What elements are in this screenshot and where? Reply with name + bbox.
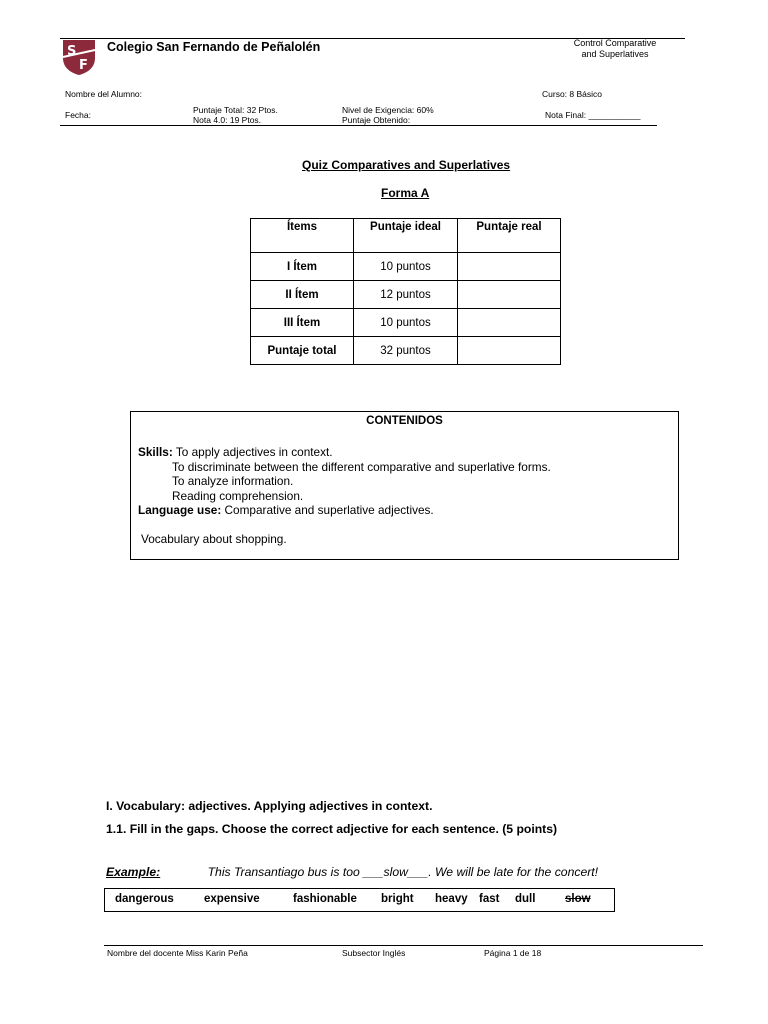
real-score-cell[interactable] <box>458 337 561 365</box>
date-label: Fecha: <box>65 110 91 120</box>
word-bank-item: bright <box>381 893 414 905</box>
word-bank-item-used: slow <box>565 893 591 905</box>
final-grade: Nota Final: ___________ <box>545 110 641 120</box>
ideal-score-cell: 32 puntos <box>354 337 458 365</box>
table-header-row <box>251 219 561 253</box>
table-header-cell: Puntaje ideal <box>354 219 458 253</box>
language-use-label: Language use: <box>138 503 222 517</box>
skills-item: To apply adjectives in context. <box>172 445 333 459</box>
score-obtained: Puntaje Obtenido: <box>342 115 411 125</box>
table-header-cell: Puntaje real <box>458 219 561 253</box>
svg-text:F: F <box>79 58 88 73</box>
total-score: Puntaje Total: 32 Ptos. <box>193 105 278 115</box>
footer-rule <box>104 945 703 946</box>
vocabulary-line: Vocabulary about shopping. <box>141 532 287 546</box>
table-header-cell: Ítems <box>251 219 354 253</box>
example-after: . We will be late for the concert! <box>428 865 599 879</box>
real-score-cell[interactable] <box>458 309 561 337</box>
course-label: Curso: 8 Básico <box>542 89 602 99</box>
skills-line <box>138 445 333 459</box>
item-cell: I Ítem <box>251 253 354 281</box>
language-use-text: Comparative and superlative adjectives. <box>221 503 434 517</box>
footer-subject: Subsector Inglés <box>342 948 406 958</box>
word-bank <box>104 888 615 912</box>
example-sentence <box>106 865 598 879</box>
quiz-title: Quiz Comparatives and Superlatives <box>302 158 511 172</box>
student-name-label: Nombre del Alumno: <box>65 89 143 99</box>
ideal-score-cell: 10 puntos <box>354 253 458 281</box>
school-name: Colegio San Fernando de Peñalolén <box>107 40 321 54</box>
contents-title: CONTENIDOS <box>366 415 443 427</box>
example-label: Example: <box>106 865 161 879</box>
grade-4-score: Nota 4.0: 19 Ptos. <box>193 115 262 125</box>
word-bank-item: dull <box>515 893 536 905</box>
footer-page-number: Página 1 de 18 <box>484 948 542 958</box>
example-before: This Transantiago bus is too <box>207 865 364 879</box>
control-title-line2: and Superlatives <box>581 49 649 59</box>
word-bank-item: dangerous <box>115 893 174 905</box>
skills-item: To analyze information. <box>172 474 294 488</box>
word-bank-item: heavy <box>435 893 468 905</box>
control-title-line1: Control Comparative <box>573 38 657 48</box>
footer-teacher: Nombre del docente Miss Karin Peña <box>107 948 248 958</box>
real-score-cell[interactable] <box>458 281 561 309</box>
control-title <box>545 38 685 60</box>
school-logo <box>60 38 98 76</box>
ideal-score-cell: 12 puntos <box>354 281 458 309</box>
form-label: Forma A <box>381 186 430 200</box>
table-row <box>251 309 561 337</box>
score-table <box>250 218 561 365</box>
ideal-score-cell: 10 puntos <box>354 309 458 337</box>
section-instruction: 1.1. Fill in the gaps. Choose the correct adjective for each sentence. (5 points) <box>106 822 558 836</box>
table-row <box>251 281 561 309</box>
contents-box <box>130 411 679 560</box>
table-row <box>251 337 561 365</box>
skills-item: Reading comprehension. <box>172 489 304 503</box>
example-answer: ___slow___ <box>363 865 429 879</box>
header-bottom-rule <box>60 125 657 126</box>
section-heading: I. Vocabulary: adjectives. Applying adjectives in context. <box>106 799 433 813</box>
svg-text:S: S <box>67 44 77 59</box>
word-bank-item: fast <box>479 893 500 905</box>
real-score-cell[interactable] <box>458 253 561 281</box>
item-cell: II Ítem <box>251 281 354 309</box>
table-row <box>251 253 561 281</box>
exigency-level: Nivel de Exigencia: 60% <box>342 105 434 115</box>
language-use-line <box>138 503 434 517</box>
skills-label: Skills: <box>138 445 173 459</box>
skills-item: To discriminate between the different comparative and superlative forms. <box>172 460 551 474</box>
word-bank-item: expensive <box>204 893 260 905</box>
item-cell: III Ítem <box>251 309 354 337</box>
word-bank-item: fashionable <box>293 893 357 905</box>
item-cell: Puntaje total <box>251 337 354 365</box>
